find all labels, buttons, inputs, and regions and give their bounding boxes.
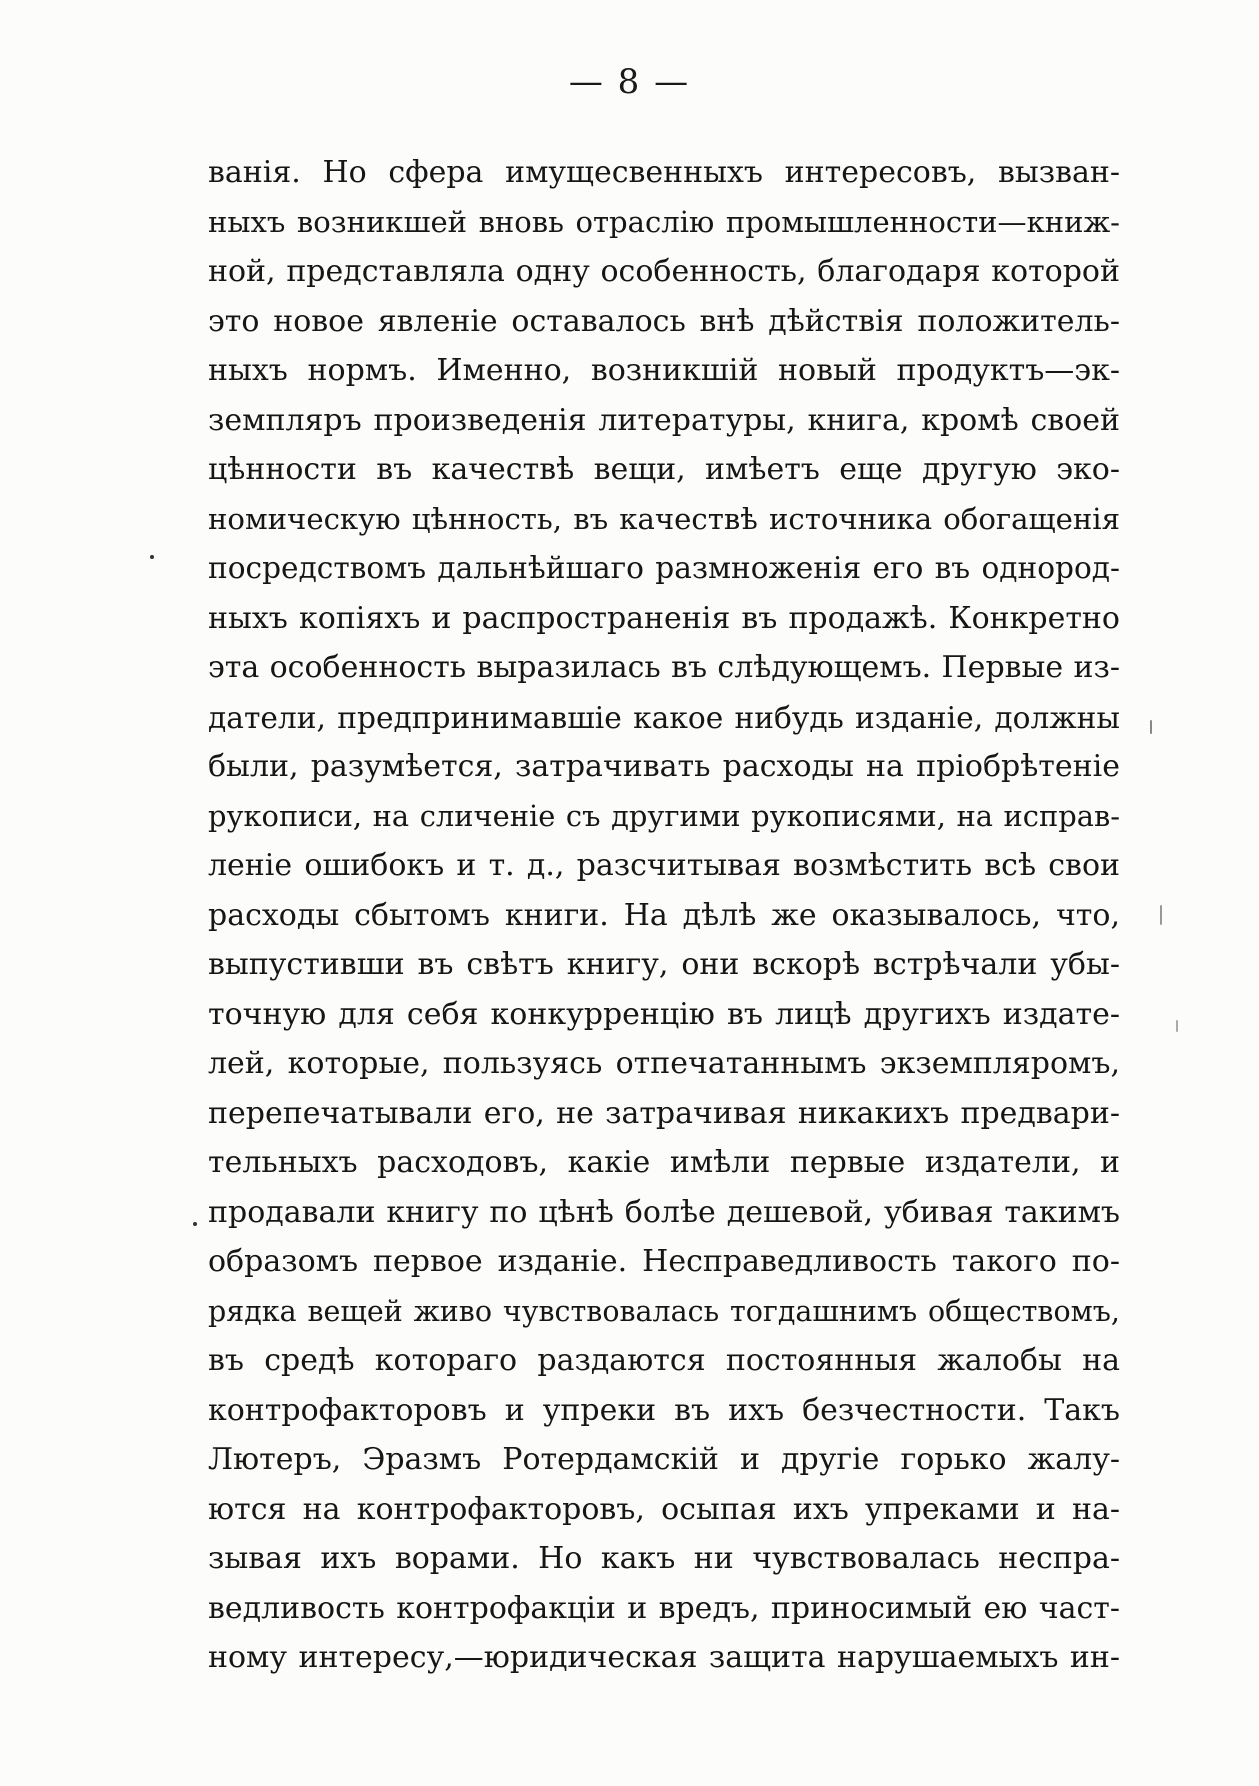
text-line: ются на контрофакторовъ, осыпая ихъ упреками и на- xyxy=(208,1491,1120,1527)
text-line: ванія. Но сфера имущесвенныхъ интересовъ, вызван- xyxy=(208,155,1120,190)
scan-speck xyxy=(1150,720,1152,734)
text-line: цѣнности въ качествѣ вещи, имѣетъ еще другую эко- xyxy=(208,452,1120,487)
text-line: рядка вещей живо чувствовалась тогдашнимъ обществомъ, xyxy=(208,1294,1120,1328)
text-line: это новое явленіе оставалось внѣ дѣйствія положитель- xyxy=(208,303,1120,339)
text-line: Лютеръ, Эразмъ Ротердамскій и другіе горько жалу- xyxy=(208,1442,1120,1477)
page-number: — 8 — xyxy=(568,62,691,102)
body-text xyxy=(208,148,1120,1683)
scan-speck xyxy=(1176,1020,1178,1032)
text-line: продавали книгу по цѣнѣ болѣе дешевой, убивая такимъ xyxy=(208,1194,1120,1230)
text-line: номическую цѣнность, въ качествѣ источника обогащенія xyxy=(208,501,1120,536)
scan-speck xyxy=(150,555,154,559)
text-line: леніе ошибокъ и т. д., разсчитывая возмѣстить всѣ свои xyxy=(208,848,1120,883)
text-line: земпляръ произведенія литературы, книга, кромѣ своей xyxy=(208,402,1120,438)
text-line: эта особенность выразилась въ слѣдующемъ. Первые из- xyxy=(208,650,1120,685)
text-line: контрофакторовъ и упреки въ ихъ безчестности. Такъ xyxy=(208,1392,1120,1428)
text-line: зывая ихъ ворами. Но какъ ни чувствовалась неспра- xyxy=(208,1541,1120,1576)
text-line: точную для себя конкурренцію въ лицѣ другихъ издате- xyxy=(208,996,1120,1032)
text-line: ному интересу,—юридическая защита нарушаемыхъ ин- xyxy=(208,1640,1120,1675)
text-line: посредствомъ дальнѣйшаго размноженія его въ однород- xyxy=(208,551,1120,585)
text-line: ведливость контрофакціи и вредъ, приносимый ею част- xyxy=(208,1590,1120,1626)
scan-speck xyxy=(193,1222,197,1226)
text-line: тельныхъ расходовъ, какіе имѣли первые издатели, и xyxy=(208,1145,1120,1180)
text-line: ныхъ копіяхъ и распространенія въ продажѣ. Конкретно xyxy=(208,600,1120,636)
text-line: выпустивши въ свѣтъ книгу, они вскорѣ встрѣчали убы- xyxy=(208,947,1120,982)
text-line: образомъ первое изданіе. Несправедливость такого по- xyxy=(208,1244,1120,1279)
text-line: были, разумѣется, затрачивать расходы на пріобрѣтеніе xyxy=(208,749,1120,784)
text-line: рукописи, на сличеніе съ другими рукописями, на исправ- xyxy=(208,798,1120,833)
text-line: лей, которые, пользуясь отпечатаннымъ экземпляромъ, xyxy=(208,1046,1120,1081)
text-line: расходы сбытомъ книги. На дѣлѣ же оказывалось, что, xyxy=(208,897,1120,933)
text-line: датели, предпринимавшіе какое нибудь изданіе, должны xyxy=(208,699,1120,735)
text-line: въ средѣ котораго раздаются постоянныя жалобы на xyxy=(208,1343,1120,1378)
text-line: ныхъ возникшей вновь отраслію промышленности—книж- xyxy=(208,204,1120,239)
scan-speck xyxy=(1160,905,1162,925)
text-line: перепечатывали его, не затрачивая никакихъ предвари- xyxy=(208,1095,1120,1131)
text-line: ной, представляла одну особенность, благодаря которой xyxy=(208,254,1120,289)
text-line: ныхъ нормъ. Именно, возникшій новый продуктъ—эк- xyxy=(208,353,1120,388)
